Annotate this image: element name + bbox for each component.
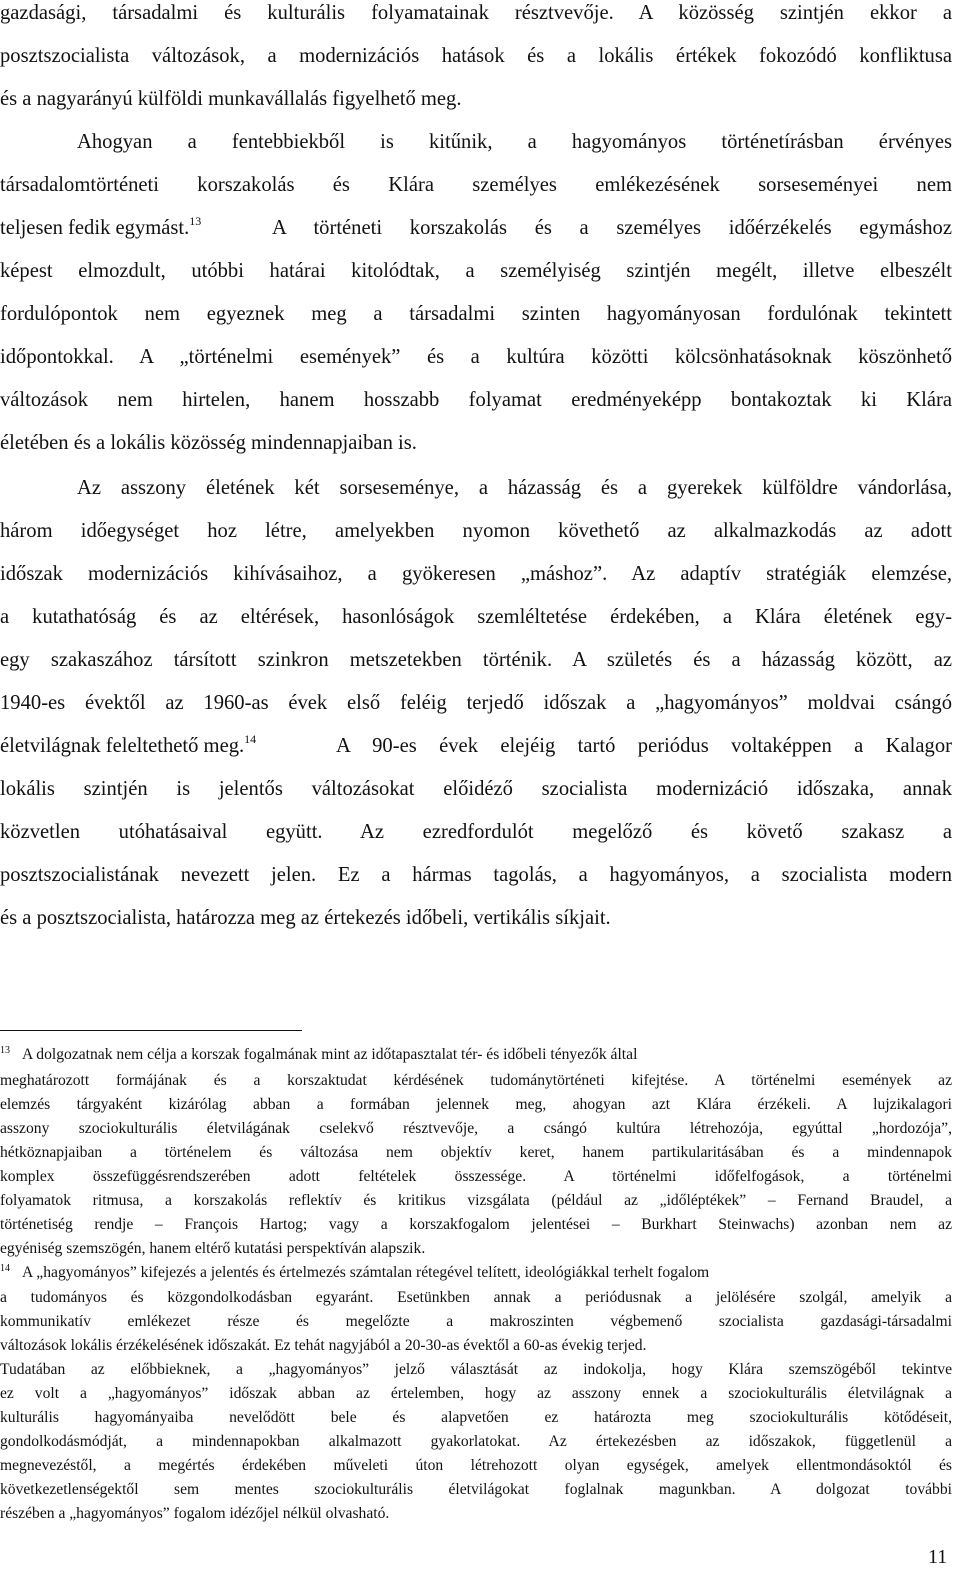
footnote-line: komplex összefüggésrendszerében adott feltételek összessége. A történelmi időfelfogások, a történelmi [0,1168,952,1185]
footnote-line: kommunikatív emlékezet része és megelőzte a makroszinten végbemenő szocialista gazdasági-társadalmi [0,1313,952,1330]
footnote-14-line [0,1263,952,1283]
footnote-line: folyamatok ritmusa, a korszakolás reflektív és kritikus vizsgálata (például az „időléptékek” – Fernand Braudel, a [0,1192,952,1209]
body-line: 1940-es évektől az 1960-as évek első feléig terjedő időszak a „hagyományos” moldvai csángó [0,692,952,714]
footnote-line: Tudatában az előbbieknek, a „hagyományos” jelző választását az indokolja, hogy Klára szemszögéből tekintve [0,1361,952,1378]
body-line: Az asszony életének két sorseseménye, a házasság és a gyerekek külföldre vándorlása, [77,477,952,499]
body-line: közvetlen utóhatásaival együtt. Az ezredfordulót megelőző és követő szakasz a [0,821,952,843]
body-line: időpontokkal. A „történelmi események” és a kultúra közötti kölcsönhatásoknak köszönhető [0,346,952,368]
footnote-ref-14[interactable]: 14 [244,732,257,746]
footnote-line: kulturális hagyományaiba nevelődött bele és alapvetően ez határozta meg szociokulturális kötődéseit, [0,1409,952,1426]
body-line [0,215,952,241]
body-line: társadalomtörténeti korszakolás és Klára személyes emlékezésének sorseseményei nem [0,174,952,196]
body-line: egy szakaszához társított szinkron metszetekben történik. A születés és a házasság között, az [0,649,952,671]
body-line: posztszocialista változások, a modernizációs hatások és a lokális értékek fokozódó konfliktusa [0,45,952,67]
body-line [0,733,952,759]
footnote-ref-13[interactable]: 13 [189,214,202,228]
footnote-line: elemzés tárgyaként kizárólag abban a formában jelennek meg, ahogyan azt Klára érzékeli. A lujzikalagori [0,1096,952,1113]
body-line: fordulópontok nem egyeznek meg a társadalmi szinten hagyományosan fordulónak tekintett [0,303,952,325]
page-number: 11 [928,1546,948,1568]
body-text-segment: teljesen fedik egymást. [0,217,190,239]
body-line: képest elmozdult, utóbbi határai kitolódtak, a személyiség szintjén megélt, illetve elbeszélt [0,260,952,282]
body-line: lokális szintjén is jelentős változásokat előidéző szocialista modernizáció időszaka, annak [0,778,952,800]
body-line: időszak modernizációs kihívásaihoz, a gyökeresen „máshoz”. Az adaptív stratégiák elemzése, [0,563,952,585]
footnote-line: gondolkodásmódját, a mindennapokban alkalmazott gyakorlatokat. Az értekezésben az időszakok, függetlenül a [0,1433,952,1450]
footnote-line: asszony szociokulturális életvilágának cselekvő résztvevője, a csángó kultúra létrehozója, egyúttal „hordozója”, [0,1120,952,1137]
footnote-marker-13: 13 [0,1045,10,1056]
footnote-line: részében a „hagyományos” fogalom idézőjel nélkül olvasható. [0,1505,390,1522]
body-line: Ahogyan a fentebbiekből is kitűnik, a hagyományos történetírásban érvényes [77,131,952,153]
body-line: gazdasági, társadalmi és kulturális folyamatainak résztvevője. A közösség szintjén ekkor a [0,2,952,24]
footnote-text: A „hagyományos” kifejezés a jelentés és értelmezés számtalan rétegével telített, ideológiákkal terhelt fogalom [22,1264,710,1281]
body-line: a kutathatóság és az eltérések, hasonlóságok szemléltetése érdekében, a Klára életének egy- [0,606,952,628]
body-line: változások nem hirtelen, hanem hosszabb folyamat eredményeképp bontakoztak ki Klára [0,389,952,411]
footnote-line: ez volt a „hagyományos” időszak abban az értelemben, hogy az asszony ennek a szociokulturális életvilágnak a [0,1385,952,1402]
body-line: életében és a lokális közösség mindennapjaiban is. [0,432,417,454]
body-text-segment: életvilágnak feleltethető meg. [0,735,245,757]
body-line: és a posztszocialista, határozza meg az értekezés időbeli, vertikális síkjait. [0,907,611,929]
footnote-separator [0,1030,302,1031]
body-line: három időegységet hoz létre, amelyekben nyomon követhető az alkalmazkodás az adott [0,520,952,542]
body-text-segment: A 90-es évek elejéig tartó periódus voltaképpen a Kalagor [336,735,952,757]
footnote-line: változások lokális érzékelésének időszakát. Ez tehát nagyjából a 20-30-as évektől a 60-as évekig terjed. [0,1337,647,1354]
footnote-line: a tudományos és közgondolkodásban egyaránt. Esetünkben annak a periódusnak a jelölésére szolgál, amelyik a [0,1289,952,1306]
footnote-line: egyéniség szemszögén, hanem eltérő kutatási perspektíván alapszik. [0,1240,426,1257]
footnote-line: megnevezéstől, a megértés érdekében műveleti úton létrehozott olyan egységek, amelyek ellentmondásoktól és [0,1457,952,1474]
body-line: és a nagyarányú külföldi munkavállalás figyelhető meg. [0,88,462,110]
footnote-line: következetlenségektől sem mentes szociokulturális életvilágokat foglalnak magunkban. A dolgozat további [0,1481,952,1498]
footnote-line: meghatározott formájának és a korszaktudat kérdésének tudománytörténeti kifejtése. A történelmi események az [0,1072,952,1089]
footnote-text: A dolgozatnak nem célja a korszak fogalmának mint az időtapasztalat tér- és időbeli tényezők által [22,1046,638,1063]
footnote-line: hétköznapjaiban a történelem és változása nem objektív keret, hanem partikularitásában és a mindennapok [0,1144,952,1161]
body-text-segment: A történeti korszakolás és a személyes időérzékelés egymáshoz [272,217,952,239]
footnote-13-line [0,1045,952,1065]
footnote-marker-14: 14 [0,1263,10,1274]
body-line: posztszocialistának nevezett jelen. Ez a hármas tagolás, a hagyományos, a szocialista modern [0,864,952,886]
footnote-line: történetiség rendje – François Hartog; vagy a korszakfogalom jelentései – Burkhart Steinwachs) azonban nem az [0,1216,952,1233]
